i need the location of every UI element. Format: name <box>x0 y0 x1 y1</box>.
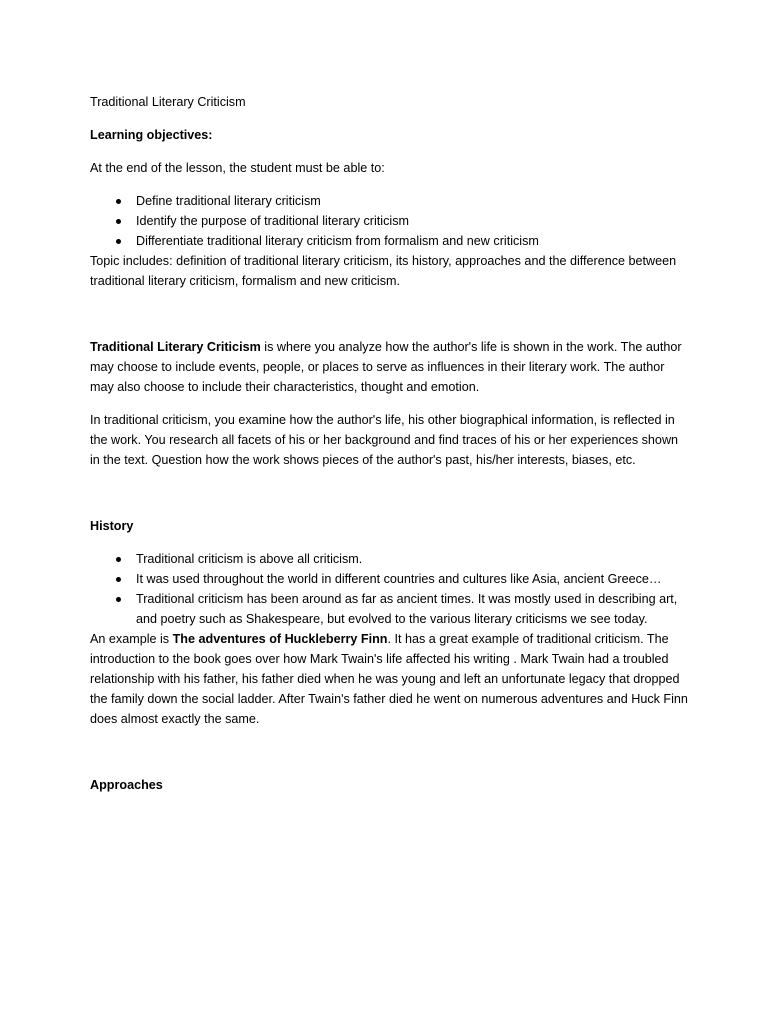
definition-term: Traditional Literary Criticism <box>90 340 261 354</box>
history-text: Traditional criticism has been around as far as ancient times. It was mostly used in describing art, and poetry such as Shakespeare, but evolved to the various literary criticisms we see today. <box>136 592 678 626</box>
objectives-heading: Learning objectives: <box>90 128 213 142</box>
objectives-intro: At the end of the lesson, the student must be able to: <box>90 161 385 175</box>
history-list <box>90 549 690 629</box>
objective-text: Identify the purpose of traditional literary criticism <box>136 214 409 228</box>
objective-text: Differentiate traditional literary criticism from formalism and new criticism <box>136 234 539 248</box>
bullet-icon <box>116 557 121 562</box>
list-item <box>90 549 690 569</box>
topic-includes-paragraph: Topic includes: definition of traditional literary criticism, its history, approaches and the difference between traditional literary criticism, formalism and new criticism. <box>90 254 677 288</box>
document-body <box>90 92 690 808</box>
bullet-icon <box>116 239 121 244</box>
bullet-icon <box>116 199 121 204</box>
history-text: Traditional criticism is above all criticism. <box>136 552 363 566</box>
list-item <box>90 191 690 211</box>
bullet-icon <box>116 597 121 602</box>
traditional-criticism-paragraph: In traditional criticism, you examine how the author's life, his other biographical information, is reflected in the work. You research all facets of his or her background and find traces of his or her experiences shown in the text. Question how the work shows pieces of the author's past, his/her interests, biases, etc. <box>90 413 679 467</box>
bullet-icon <box>116 219 121 224</box>
definition-text: is where you analyze how the author's life is shown in the work. The author may choose to include events, people, or places to serve as influences in their literary work. The author may also choose to include their characteristics, thought and emotion. <box>90 340 682 394</box>
list-item <box>90 589 690 629</box>
example-paragraph <box>90 629 690 729</box>
bullet-icon <box>116 577 121 582</box>
list-item <box>90 569 690 589</box>
example-book-title: The adventures of Huckleberry Finn <box>172 632 388 646</box>
objective-text: Define traditional literary criticism <box>136 194 321 208</box>
objectives-list <box>90 191 690 251</box>
example-text: . It has a great example of traditional criticism. The introduction to the book goes over how Mark Twain's life affected his writing . Mark Twain had a troubled relationship with his father, his father died when he was young and left an unfortunate legacy that dropped the family down the social ladder. After Twain's father died he went on numerous adventures and Huck Finn does almost exactly the same. <box>90 632 688 726</box>
list-item <box>90 231 690 251</box>
approaches-heading: Approaches <box>90 778 163 792</box>
definition-paragraph <box>90 337 690 397</box>
example-lead: An example is <box>90 632 173 646</box>
history-heading: History <box>90 519 134 533</box>
document-title: Traditional Literary Criticism <box>90 95 246 109</box>
history-text: It was used throughout the world in different countries and cultures like Asia, ancient Greece… <box>136 572 662 586</box>
list-item <box>90 211 690 231</box>
